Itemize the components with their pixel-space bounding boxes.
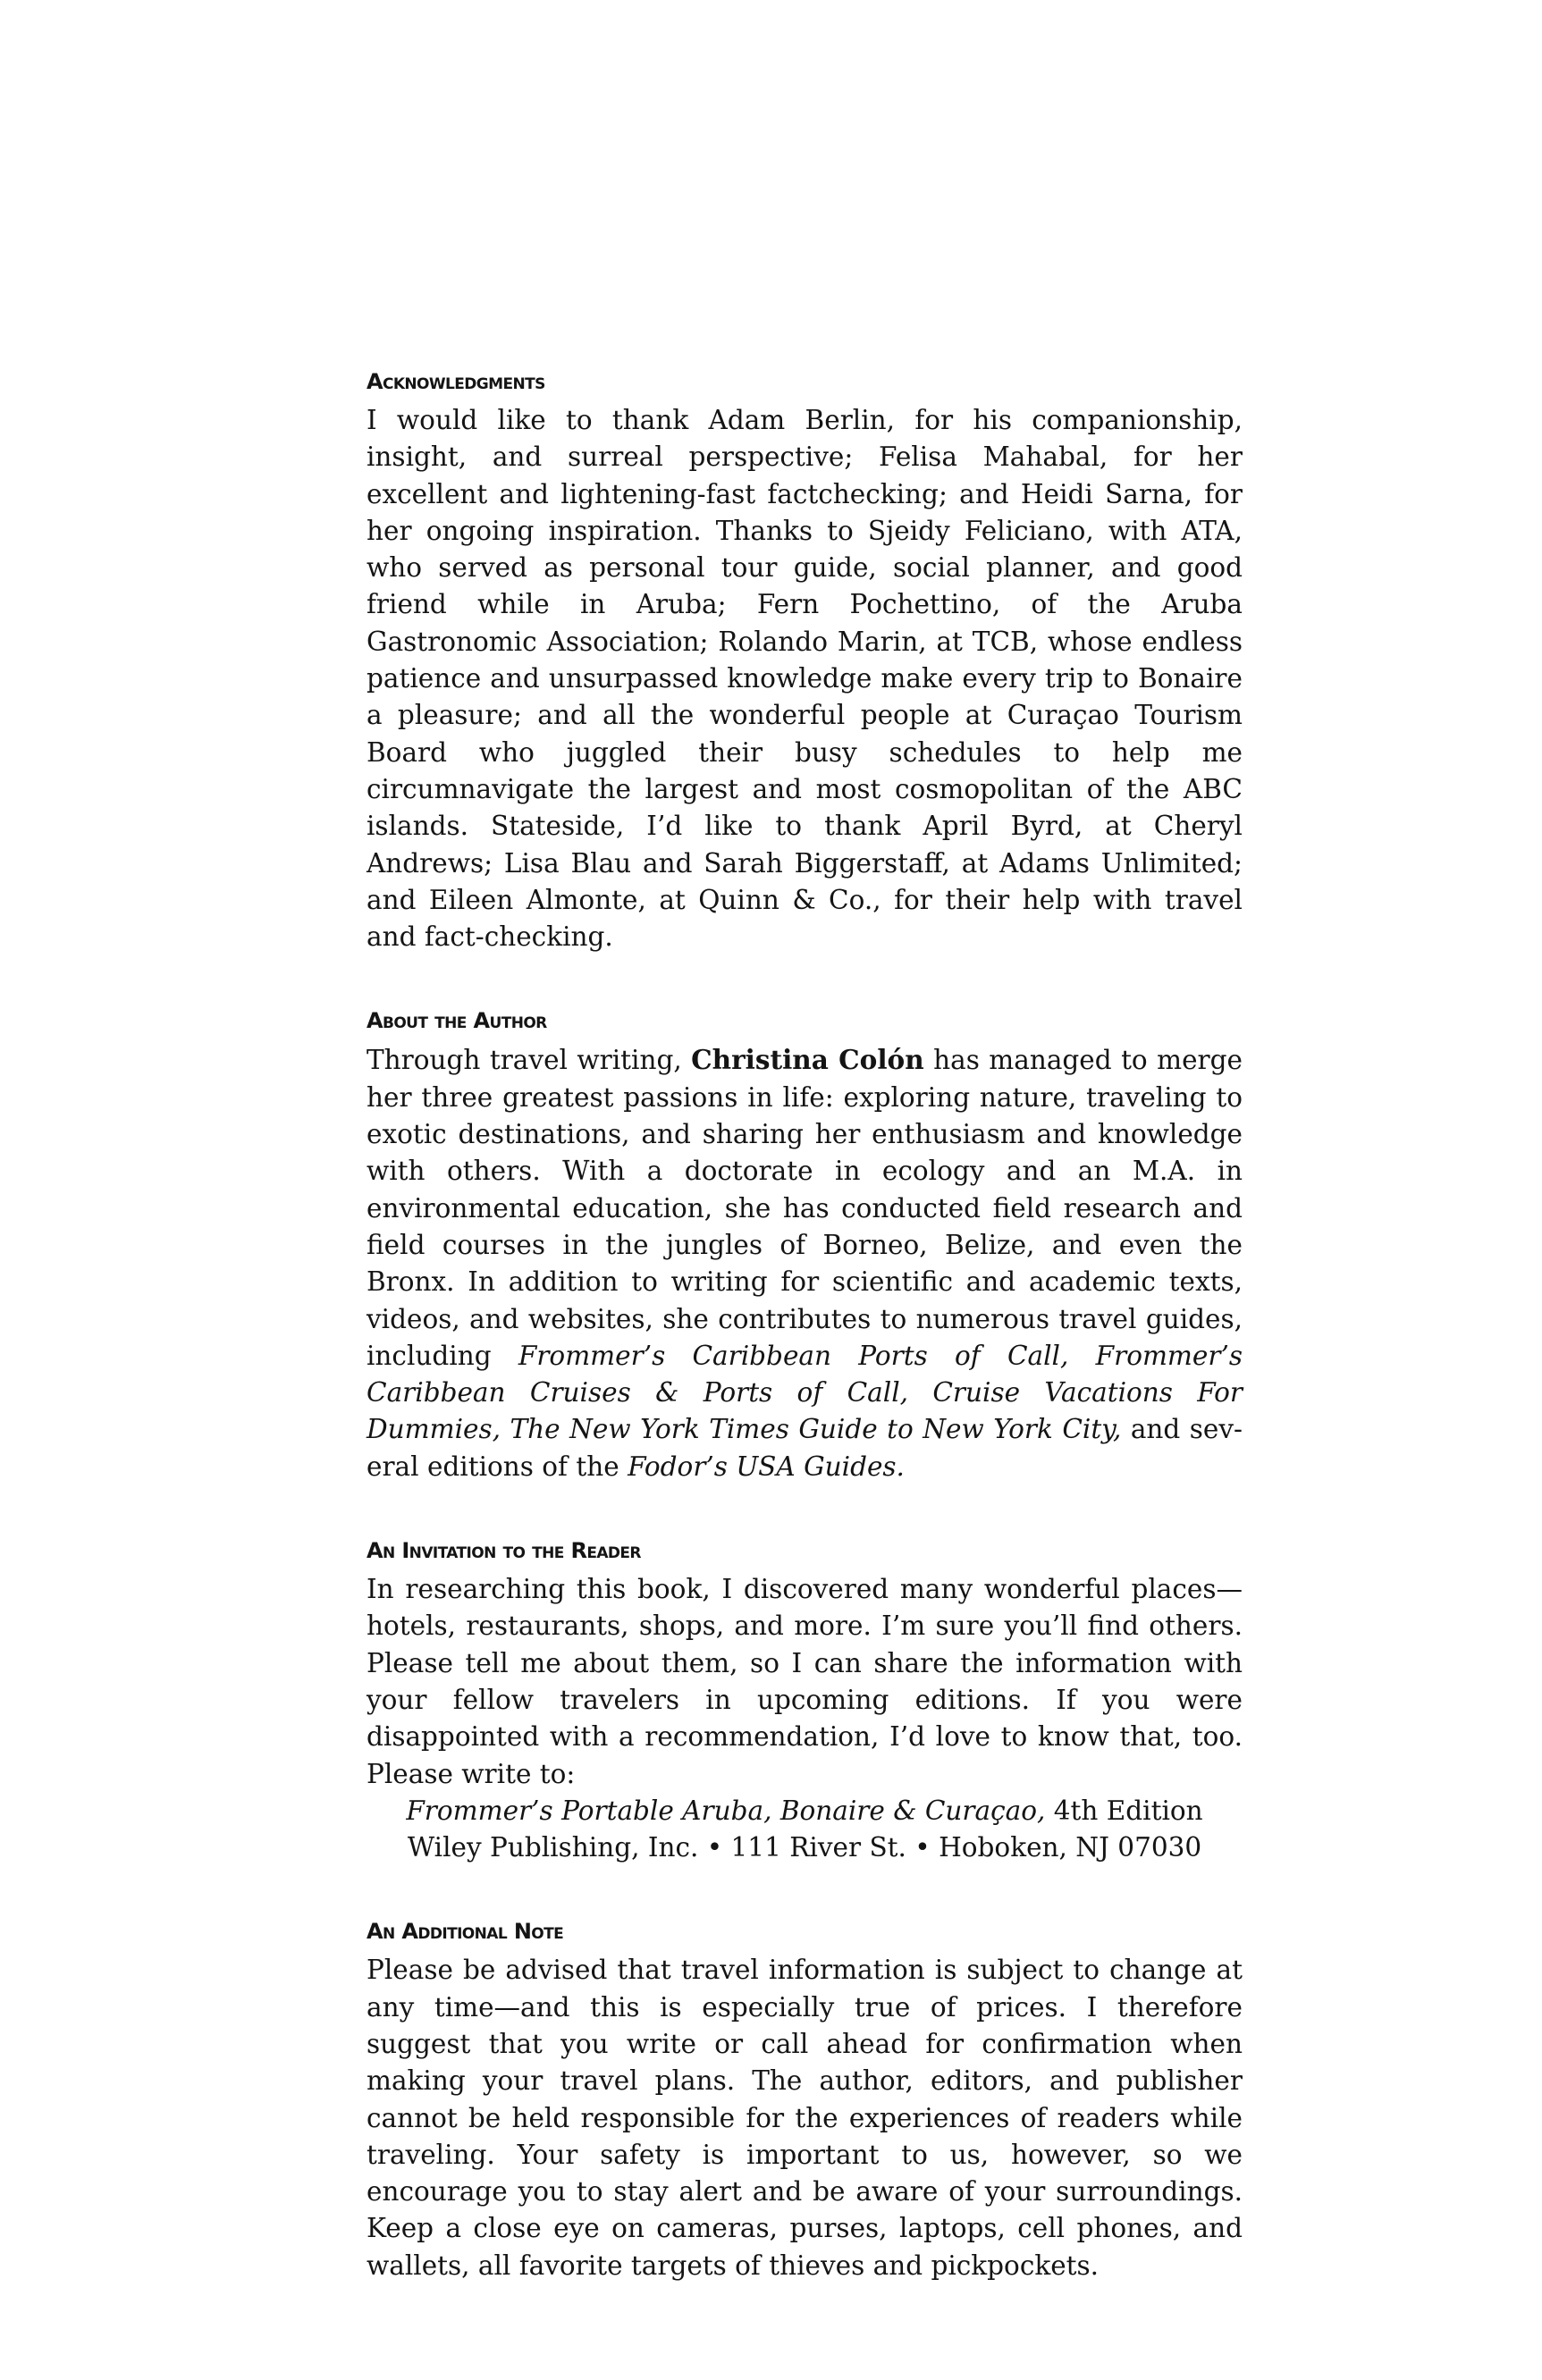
about-text-2: and several editions of the	[367, 1414, 1243, 1482]
about-author-section	[367, 1005, 1243, 1485]
front-matter-page	[367, 366, 1243, 2334]
additional-note-section	[367, 1916, 1243, 2284]
book-titles: Frommer’s Caribbean Ports of Call, Frommer’s Caribbean Cruises & Ports of Call, Cruise Vacations For Dummies, The New York Times Guide to New York City,	[367, 1340, 1243, 1445]
additional-note-body: Please be advised that travel information is subject to change at any time—and this is especially true of prices. I therefore suggest that you write or call ahead for confirmation when making your travel plans. The author, editors, and publisher cannot be held responsible for the experiences of readers while traveling. Your safety is important to us, however, so we encourage you to stay alert and be aware of your surroundings. Keep a close eye on cameras, purses, laptops, cell phones, and wallets, all favorite targets of thieves and pickpockets.	[367, 1955, 1243, 2281]
invitation-heading: An Invitation to the Reader	[367, 1538, 641, 1564]
fodors-title: Fodor’s USA Guides.	[628, 1451, 905, 1482]
acknowledgments-body: I would like to thank Adam Berlin, for his companionship, insight, and surreal perspective; Felisa Mahabal, for her excellent and lightening-fast factchecking; and Heidi Sarna, for her ongoing inspiration. Thanks to Sjeidy Feliciano, with ATA, who served as personal tour guide, social planner, and good friend while in Aruba; Fern Pochettino, of the Aruba Gastronomic Association; Rolando Marin, at TCB, whose endless patience and unsurpassed knowledge make every trip to Bonaire a pleasure; and all the wonderful people at Curaçao Tourism Board who juggled their busy schedules to help me circumnavigate the largest and most cosmopolitan of the ABC islands. Stateside, I’d like to thank April Byrd, at Cheryl Andrews; Lisa Blau and Sarah Biggerstaff, at Adams Unlimited; and Eileen Almonte, at Quinn & Co., for their help with travel and fact-checking.	[367, 405, 1243, 953]
invitation-section	[367, 1535, 1243, 1866]
acknowledgments-section	[367, 366, 1243, 955]
edition-text: 4th Edition	[1045, 1795, 1203, 1826]
author-name: Christina Colón	[691, 1044, 924, 1076]
acknowledgments-heading: Acknowledgments	[367, 369, 545, 394]
invitation-body: In researching this book, I discovered many wonderful places—hotels, restaurants, shops, and more. I’m sure you’ll find others. Please tell me about them, so I can share the information with your fellow travelers in upcoming editions. If you were disappointed with a recommendation, I’d love to know that, too. Please write to:	[367, 1574, 1243, 1789]
about-author-body	[367, 1041, 1243, 1485]
about-text-1: has managed to merge her three greatest passions in life: exploring nature, traveling to exotic destinations, and sharing her enthusiasm and knowledge with others. With a doctorate in ecology and an M.A. in environmental education, she has conducted field research and field courses in the jungles of Borneo, Belize, and even the Bronx. In addition to writing for scientific and academic texts, videos, and websites, she contributes to numerous travel guides, including	[367, 1045, 1243, 1371]
book-title: Frommer’s Portable Aruba, Bonaire & Curaçao,	[406, 1795, 1046, 1826]
about-intro-text: Through travel writing,	[367, 1045, 692, 1076]
about-author-heading: About the Author	[367, 1008, 547, 1034]
book-title-line	[367, 1793, 1243, 1829]
additional-note-heading: An Additional Note	[367, 1919, 564, 1945]
publisher-address: Wiley Publishing, Inc. • 111 River St. • Hoboken, NJ 07030	[407, 1832, 1202, 1863]
mailing-address	[367, 1793, 1243, 1867]
